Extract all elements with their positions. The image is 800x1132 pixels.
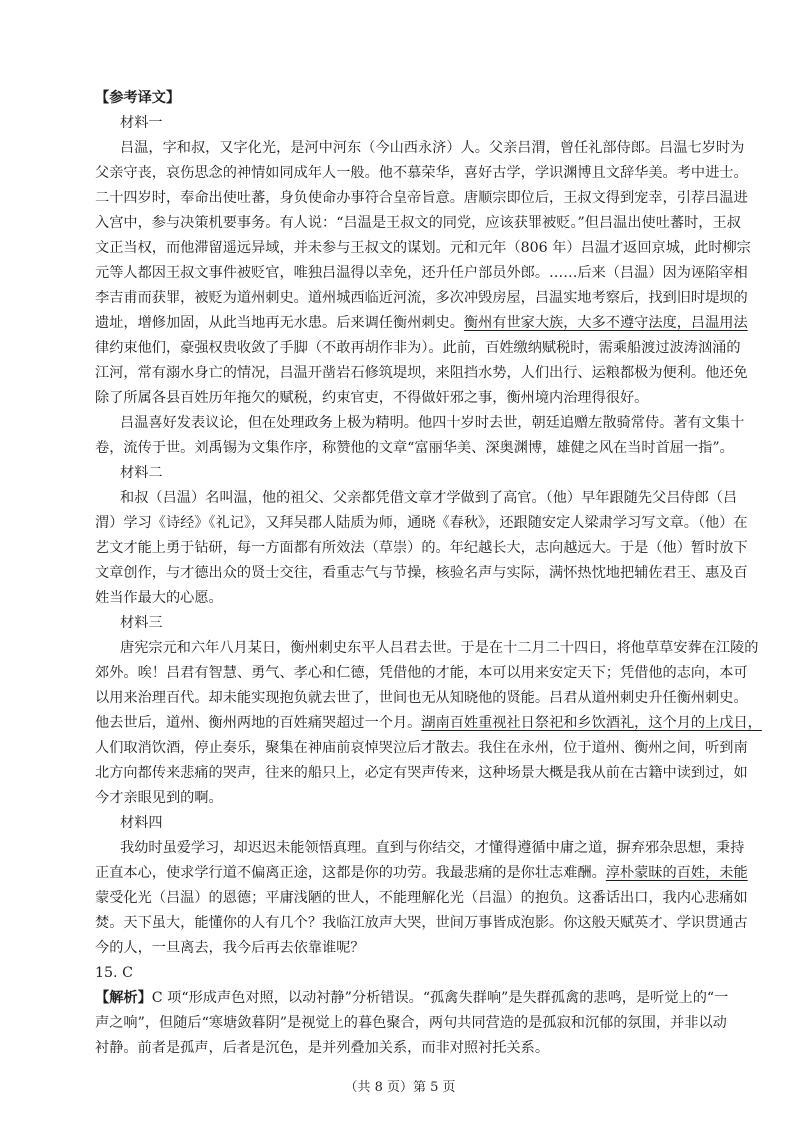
- analysis-line: 衬静。前者是孤声，后者是沉色，是并列叠加关系，而非对照衬托关系。: [95, 1040, 550, 1056]
- paragraph-line: 入宫中，参与决策机要事务。有人说：“吕温是王叔文的同党，应该获罪被贬。”但吕温出使吐蕃时，王叔: [95, 215, 741, 231]
- paragraph-line: [95, 713, 762, 733]
- paragraph-line: 律约束他们，豪强权贵收敛了手脚（不敢再胡作非为）。此前，百姓缴纳赋税时，需乘船渡过波涛汹涌的: [95, 340, 741, 356]
- underlined-text: 淳朴蒙昧的百姓，未能: [605, 865, 748, 881]
- paragraph-line: 今的人，一旦离去，我今后再去依靠谁呢？: [95, 940, 365, 956]
- paragraph-text: 他去世后，道州、衡州两地的百姓痛哭超过一个月。: [95, 715, 422, 731]
- paragraph-line: 吕温，字和叔，又字化光，是河中河东（今山西永济）人。父亲吕渭，曾任礼部侍郎。吕温七岁时为: [120, 140, 745, 156]
- paragraph-line: 蒙受化光（吕温）的恩德；平庸浅陋的世人，不能理解化光（吕温）的抱负。这番话出口，我内心悲痛如: [95, 890, 748, 906]
- paragraph-line: 二十四岁时，奉命出使吐蕃，身负使命办事符合皇帝旨意。唐顺宗即位后，王叔文得到宠幸，引荐吕温进: [95, 190, 748, 206]
- paragraph-line: 李吉甫而获罪，被贬为道州刺史。道州城西临近河流，多次冲毁房屋，吕温实地考察后，找到旧时堤坝的: [95, 290, 748, 306]
- paragraph-line: 文章创作，与才德出众的贤士交往，看重志气与节操，核验名声与实际，满怀热忱地把辅佐君王、惠及百: [95, 565, 748, 581]
- paragraph-line: 渭）学习《诗经》《礼记》，又拜吴郡人陆质为师，通晓《春秋》，还跟随安定人梁肃学习写文章。（他）在: [95, 515, 748, 531]
- paragraph-line: 郊外。唉！吕君有智慧、勇气、孝心和仁德，凭借他的才能，本可以用来安定天下；凭借他的志向，本可: [95, 665, 748, 681]
- paragraph-line: 唐宪宗元和六年八月某日，衡州刺史东平人吕君去世。于是在十二月二十四日，将他草草安葬在江陵的: [120, 640, 759, 656]
- reference-translation-heading: 【参考译文】: [95, 90, 181, 106]
- section-3-title: 材料三: [120, 615, 163, 631]
- paragraph-text: 遗址，增修加固，从此当地再无水患。后来调任衡州刺史。: [95, 315, 464, 331]
- paragraph-line: 我幼时虽爱学习，却迟迟未能领悟真理。直到与你结交，才懂得遵循中庸之道，摒弃邪杂思想，秉持: [120, 840, 745, 856]
- paragraph-text: 正直本心，使求学行道不偏离正途，这都是你的功劳。我最悲痛的是你壮志难酬。: [95, 865, 606, 881]
- analysis-text: C 项“形成声色对照，以动衬静”分析错误。“孤禽失群响”是失群孤禽的悲鸣，是听觉上的“一: [151, 990, 729, 1006]
- paragraph-line: 北方向都传来悲痛的哭声，往来的船只上，必定有哭声传来，这种场景大概是我从前在古籍中读到过，如: [95, 765, 748, 781]
- paragraph-line: [95, 313, 748, 333]
- paragraph-line: 今才亲眼见到的啊。: [95, 790, 223, 806]
- paragraph-line: 元等人都因王叔文事件被贬官，唯独吕温得以幸免，还升任户部员外郎。……后来（吕温）因为诬陷宰相: [95, 265, 748, 281]
- paragraph-line: 卷，流传于世。刘禹锡为文集作序，称赞他的文章“富丽华美、深奥渊博，雄健之风在当时首屈一指”。: [95, 440, 734, 456]
- section-1-title: 材料一: [120, 115, 163, 131]
- underlined-text: 湖南百姓重视社日祭祀和乡饮酒礼，这个月的上戊日，: [421, 715, 762, 731]
- answer-number: 15. C: [95, 965, 133, 981]
- paragraph-line: [95, 863, 748, 883]
- analysis-label: 【解析】: [95, 990, 152, 1006]
- paragraph-line: 和叔（吕温）名叫温，他的祖父、父亲都凭借文章才学做到了高官。（他）早年跟随先父吕侍郎（吕: [120, 490, 738, 506]
- paragraph-line: 文正当权，而他滞留遥远异域，并未参与王叔文的谋划。元和元年（806 年）吕温才返回京城，此时柳宗: [95, 240, 751, 256]
- analysis-line: [95, 988, 729, 1008]
- section-4-title: 材料四: [120, 815, 163, 831]
- paragraph-line: 江河，常有溺水身亡的情况，吕温开凿岩石修筑堤坝，来阻挡水势，人们出行、运粮都极为便利。他还免: [95, 365, 748, 381]
- paragraph-line: 姓当作最大的心愿。: [95, 590, 223, 606]
- paragraph-line: 艺文才能上勇于钻研，每一方面都有所效法（草崇）的。年纪越长大，志向越远大。于是（他）暂时放下: [95, 540, 748, 556]
- page-footer: （共 8 页）第 5 页: [344, 1080, 456, 1095]
- paragraph-line: 吕温喜好发表议论，但在处理政务上极为精明。他四十岁时去世，朝廷追赠左散骑常侍。著有文集十: [120, 415, 745, 431]
- analysis-line: 声之响”，但随后“寒塘敛暮阴”是视觉上的暮色聚合，两句共同营造的是孤寂和沉郁的氛围，并非以动: [95, 1015, 727, 1031]
- paragraph-line: 焚。天下虽大，能懂你的人有几个？我临江放声大哭，世间万事皆成泡影。你这般天赋英才、学识贯通古: [95, 915, 748, 931]
- paragraph-line: 除了所属各县百姓历年拖欠的赋税，约束官吏，不得做奸邪之事，衡州境内治理得很好。: [95, 390, 649, 406]
- paragraph-line: 以用来治理百代。却未能实现抱负就去世了，世间也无从知晓他的贤能。吕君从道州刺史升任衡州刺史。: [95, 690, 748, 706]
- paragraph-line: 人们取消饮酒，停止奏乐，聚集在神庙前哀悼哭泣后才散去。我住在永州，位于道州、衡州之间，听到南: [95, 740, 748, 756]
- paragraph-line: 父亲守丧，哀伤思念的神情如同成年人一般。他不慕荣华，喜好古学，学识渊博且文辞华美。考中进士。: [95, 165, 748, 181]
- section-2-title: 材料二: [120, 465, 163, 481]
- underlined-text: 衡州有世家大族，大多不遵守法度，吕温用法: [463, 315, 748, 331]
